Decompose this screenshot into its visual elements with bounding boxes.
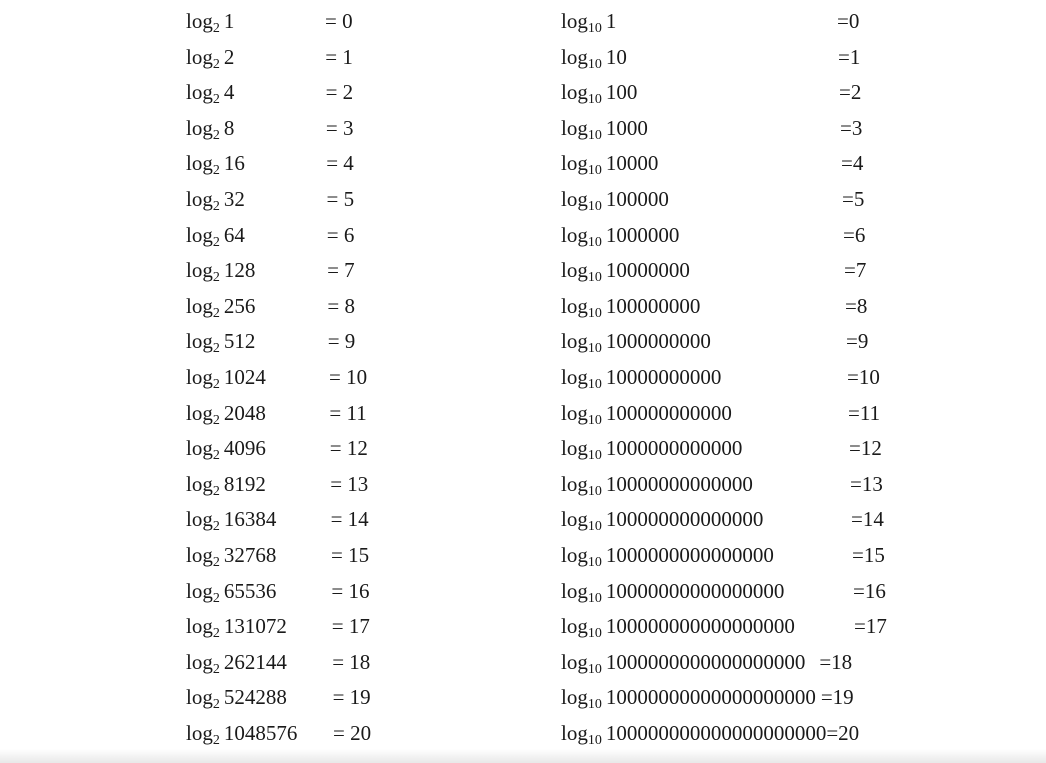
log-function: log [561,578,588,603]
log-function: log [186,436,213,461]
log-result: = 19 [332,685,371,710]
log-base: 2 [212,270,220,286]
log-expression [186,42,234,76]
log-argument: 2048 [223,400,266,425]
log-function: log [561,222,588,247]
log-function: log [561,614,588,639]
log-base: 2 [212,519,220,535]
log-function: log [186,471,213,496]
log-expression [186,469,266,503]
log-argument: 10000 [605,151,659,176]
log-expression [186,291,255,325]
log-argument: 100000000000000 [605,507,764,532]
log-base: 10 [587,483,602,499]
log-function: log [561,436,588,461]
log-function: log [561,400,588,425]
log-expression [561,220,679,254]
log-argument: 4 [223,80,235,105]
log-function: log [186,649,213,674]
log-expression [186,255,255,289]
log-argument: 100000000000000000 [605,614,795,639]
log-expression [561,649,806,677]
log-result: =11 [848,400,881,425]
log-expression [561,326,711,360]
log-result: =2 [839,80,862,105]
log-function: log [561,293,588,318]
log-result: =12 [849,436,882,461]
log-result: =7 [844,258,867,283]
log-function: log [186,365,213,389]
log-expression [186,326,255,360]
log-expression [561,184,669,218]
log-expression [561,540,774,574]
log-expression [186,220,245,254]
log-function: log [561,115,588,140]
log-function: log [561,258,588,283]
log-expression [561,685,816,713]
log-argument: 100000 [605,187,669,211]
page-edge-shadow [0,749,1046,763]
log-base: 2 [212,697,220,713]
log-result: =18 [819,649,853,674]
log-argument: 100 [605,80,638,105]
log-function: log [186,258,213,283]
log-function: log [561,649,588,674]
log-expression [186,398,266,432]
log-argument: 256 [223,293,256,318]
log-result: = 1 [325,44,353,69]
log-function: log [561,507,588,532]
log-result: = 12 [329,436,368,461]
log-argument: 1 [223,9,235,33]
log-result: = 13 [330,471,369,496]
log-result: = 0 [325,9,353,33]
log-expression [561,362,721,396]
log-base: 10 [587,626,602,642]
log-argument: 10000000000000000 [605,578,785,603]
log-argument: 10000000 [605,258,690,283]
log-expression [186,718,297,752]
log-result: = 15 [331,543,370,567]
log-expression [186,611,287,645]
log-result: =5 [842,187,865,211]
log-argument: 128 [223,258,256,283]
log-function: log [186,685,213,710]
log-argument: 32 [223,187,245,211]
log-function: log [186,151,213,176]
log-argument: 16384 [223,507,277,532]
log-expression [561,504,763,538]
log-base: 10 [587,697,602,713]
log-result: =13 [850,471,883,496]
log-function: log [186,80,213,105]
log-function: log [561,543,588,567]
log-function: log [186,9,213,33]
log-function: log [186,187,213,211]
log-result: =0 [837,9,860,33]
log-argument: 1000000000000000000 [605,649,806,674]
log-result: = 8 [327,293,355,318]
log-expression [186,6,234,40]
log-function: log [561,187,588,211]
log-function: log [186,721,213,745]
log-argument: 16 [223,151,245,176]
log-expression [186,362,266,396]
log-expression [186,148,245,182]
log-expression [561,113,648,147]
log-argument: 4096 [223,436,266,461]
log-result: =20 [826,721,860,745]
log-argument: 524288 [223,685,287,710]
log-result: = 4 [326,151,354,176]
log-base: 10 [587,92,602,108]
log-function: log [561,365,588,389]
log-result: =4 [841,151,864,176]
log-function: log [186,293,213,318]
log-base: 2 [212,305,220,321]
log-function: log [186,578,213,603]
log-result: =17 [854,614,887,639]
log-function: log [561,9,588,33]
log-argument: 1000 [605,115,648,140]
log-function: log [561,721,588,745]
log-expression [561,148,658,182]
log-result: = 18 [332,649,371,674]
log-base: 2 [212,483,220,499]
log-expression [561,721,827,748]
log-expression [186,647,287,681]
log-result: = 9 [327,329,356,354]
log-base: 10 [587,341,602,357]
log-base: 10 [587,448,602,464]
log-argument: 10000000000 [605,365,722,389]
log-base: 10 [587,661,602,677]
log-base: 10 [587,234,602,250]
log-argument: 10000000000000000000 [605,685,816,710]
log-expression [561,611,795,645]
log-function: log [561,44,588,69]
log-expression [561,6,616,40]
log-function: log [186,115,213,140]
log-argument: 100000000000000000000 [605,721,827,745]
log-function: log [186,507,213,532]
log-expression [561,433,742,467]
log-base: 10 [587,270,602,286]
log-expression [561,42,627,76]
log-argument: 1000000000000000 [605,543,774,567]
log-base: 2 [212,377,220,392]
log-function: log [561,151,588,176]
log-base: 10 [587,733,602,748]
log-base: 2 [212,199,220,214]
log-expression [186,433,266,467]
equation-row [561,647,852,677]
log-result: = 3 [325,115,354,140]
log-function: log [561,80,588,105]
equation-row [561,682,854,712]
log-expression [561,255,690,289]
log-expression [561,291,700,325]
log-argument: 1000000 [605,222,680,247]
log-expression [186,77,234,111]
log-base: 2 [212,590,220,606]
log-argument: 512 [223,329,256,354]
log-argument: 1000000000000 [605,436,743,461]
log-result: = 17 [331,614,370,639]
log-base: 2 [212,56,220,72]
log-base: 10 [587,163,602,179]
log-base: 10 [587,555,602,570]
log-base: 2 [212,92,220,108]
log-result: = 7 [327,258,355,283]
log-expression [561,576,784,610]
log-argument: 65536 [223,578,277,603]
log-expression [186,184,245,218]
log-result: =8 [845,293,868,318]
log-result: =1 [838,44,861,69]
log-result: = 6 [326,222,355,247]
log-result: =3 [840,115,863,140]
log-function: log [186,329,213,354]
log-base: 2 [212,555,220,570]
log-argument: 64 [223,222,245,247]
log-argument: 262144 [223,649,287,674]
log-base: 2 [212,163,220,179]
log-result: =10 [847,365,880,389]
log-argument: 8192 [223,471,266,496]
log-base: 2 [212,21,220,36]
log-result: =15 [852,543,885,567]
log-argument: 32768 [223,543,277,567]
log-argument: 1000000000 [605,329,711,354]
log-expression [186,682,287,716]
log-base: 10 [587,127,602,143]
log-function: log [186,44,213,69]
log-expression [186,540,276,574]
log-function: log [186,400,213,425]
log-function: log [186,222,213,247]
log-base: 2 [212,733,220,748]
log-base: 2 [212,127,220,143]
log-argument: 1048576 [223,721,298,745]
log-base: 10 [587,590,602,606]
log-function: log [561,329,588,354]
log-result: =9 [846,329,869,354]
log-expression [561,77,637,111]
log-argument: 1024 [223,365,266,389]
log-expression [561,398,732,432]
log-result: =6 [843,222,866,247]
log-argument: 10000000000000 [605,471,753,496]
log-argument: 2 [223,44,235,69]
log-base: 10 [587,519,602,535]
log-base: 2 [212,412,220,428]
log-base: 10 [587,412,602,428]
log-base: 2 [212,341,220,357]
log-expression [186,504,276,538]
log-base: 2 [212,626,220,642]
log-base: 2 [212,234,220,250]
log-expression [186,113,234,147]
log-base: 10 [587,56,602,72]
equation-row [561,718,859,748]
log-result: = 14 [330,507,369,532]
log-function: log [186,614,213,639]
log-argument: 1 [605,9,617,33]
log-result: = 20 [333,721,372,745]
log-result: =16 [853,578,886,603]
log-result: =19 [820,685,854,710]
log-result: = 11 [329,400,367,425]
log-result: = 5 [326,187,355,211]
log-result: = 16 [331,578,370,603]
log-argument: 10 [605,44,627,69]
log-result: = 10 [329,365,368,389]
log-function: log [561,685,588,710]
log-base: 10 [587,305,602,321]
log-result: = 2 [325,80,354,105]
log-base: 10 [587,377,602,392]
log-base: 2 [212,661,220,677]
log-function: log [186,543,213,567]
log-function: log [561,471,588,496]
log-base: 2 [212,448,220,464]
log-base: 10 [587,199,602,214]
log-argument: 100000000 [605,293,701,318]
log-expression [186,576,276,610]
log-expression [561,469,753,503]
log-result: =14 [851,507,884,532]
log-base: 10 [587,21,602,36]
log-argument: 8 [223,115,235,140]
log-argument: 100000000000 [605,400,732,425]
log-argument: 131072 [223,614,287,639]
